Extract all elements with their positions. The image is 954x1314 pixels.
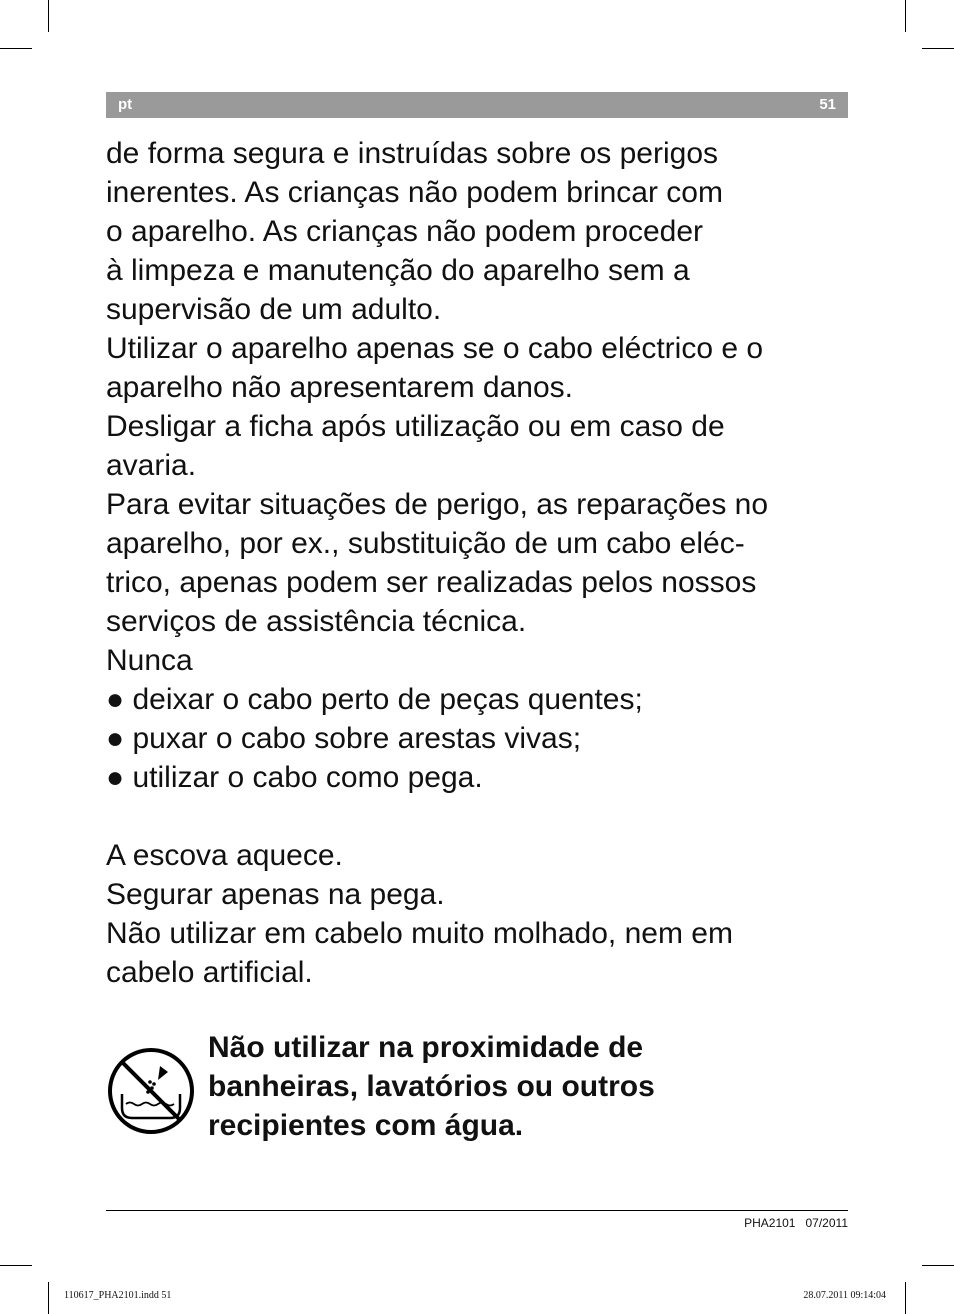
bullet-text: puxar o cabo sobre arestas vivas; <box>132 722 582 755</box>
heat-line: Segurar apenas na pega. <box>106 878 445 911</box>
body-line: Desligar a ficha após utilização ou em caso de <box>106 410 725 443</box>
blank-line <box>106 797 866 836</box>
footer-rule <box>106 1210 848 1211</box>
slug-file: 110617_PHA2101.indd 51 <box>64 1290 172 1301</box>
body-line: serviços de assistência técnica. <box>106 605 527 638</box>
body-line: supervisão de um adulto. <box>106 293 442 326</box>
crop-mark <box>0 48 32 49</box>
model-number: PHA2101 <box>744 1216 796 1230</box>
warning-line: banheiras, lavatórios ou outros <box>208 1070 655 1103</box>
bullet-item <box>106 680 866 719</box>
crop-mark <box>48 1282 49 1314</box>
body-line: Nunca <box>106 644 193 677</box>
water-warning <box>106 1028 848 1148</box>
heat-line: cabelo artificial. <box>106 956 313 989</box>
page-number: 51 <box>819 96 836 113</box>
crop-mark <box>0 1265 32 1266</box>
body-line: inerentes. As crianças não podem brincar com <box>106 176 723 209</box>
footer-code <box>744 1216 848 1230</box>
page-header <box>106 92 848 118</box>
crop-mark <box>922 1265 954 1266</box>
warning-text <box>208 1028 655 1145</box>
body-line: o aparelho. As crianças não podem proceder <box>106 215 704 248</box>
warning-line: recipientes com água. <box>208 1109 524 1142</box>
heat-line: Não utilizar em cabelo muito molhado, nem em <box>106 917 733 950</box>
body-line: trico, apenas podem ser realizadas pelos nossos <box>106 566 757 599</box>
bullet-item <box>106 758 866 797</box>
edition-date: 07/2011 <box>805 1216 848 1230</box>
slug-timestamp: 28.07.2011 09:14:04 <box>803 1290 886 1301</box>
crop-mark <box>922 48 954 49</box>
body-line: avaria. <box>106 449 197 482</box>
language-code: pt <box>118 96 133 113</box>
body-line: Utilizar o aparelho apenas se o cabo eléctrico e o <box>106 332 764 365</box>
body-line: à limpeza e manutenção do aparelho sem a <box>106 254 690 287</box>
crop-mark <box>905 0 906 32</box>
body-line: de forma segura e instruídas sobre os perigos <box>106 137 718 170</box>
bullet-text: utilizar o cabo como pega. <box>132 761 483 794</box>
crop-mark <box>48 0 49 32</box>
bullet-item <box>106 719 866 758</box>
heat-line: A escova aquece. <box>106 839 343 872</box>
body-line: aparelho não apresentarem danos. <box>106 371 573 404</box>
warning-line: Não utilizar na proximidade de <box>208 1031 644 1064</box>
crop-mark <box>905 1282 906 1314</box>
body-line: aparelho, por ex., substituição de um cabo eléc- <box>106 527 745 560</box>
bullet-text: deixar o cabo perto de peças quentes; <box>132 683 643 716</box>
body-line: Para evitar situações de perigo, as reparações no <box>106 488 769 521</box>
no-water-icon <box>106 1046 196 1136</box>
body-text <box>106 134 866 992</box>
